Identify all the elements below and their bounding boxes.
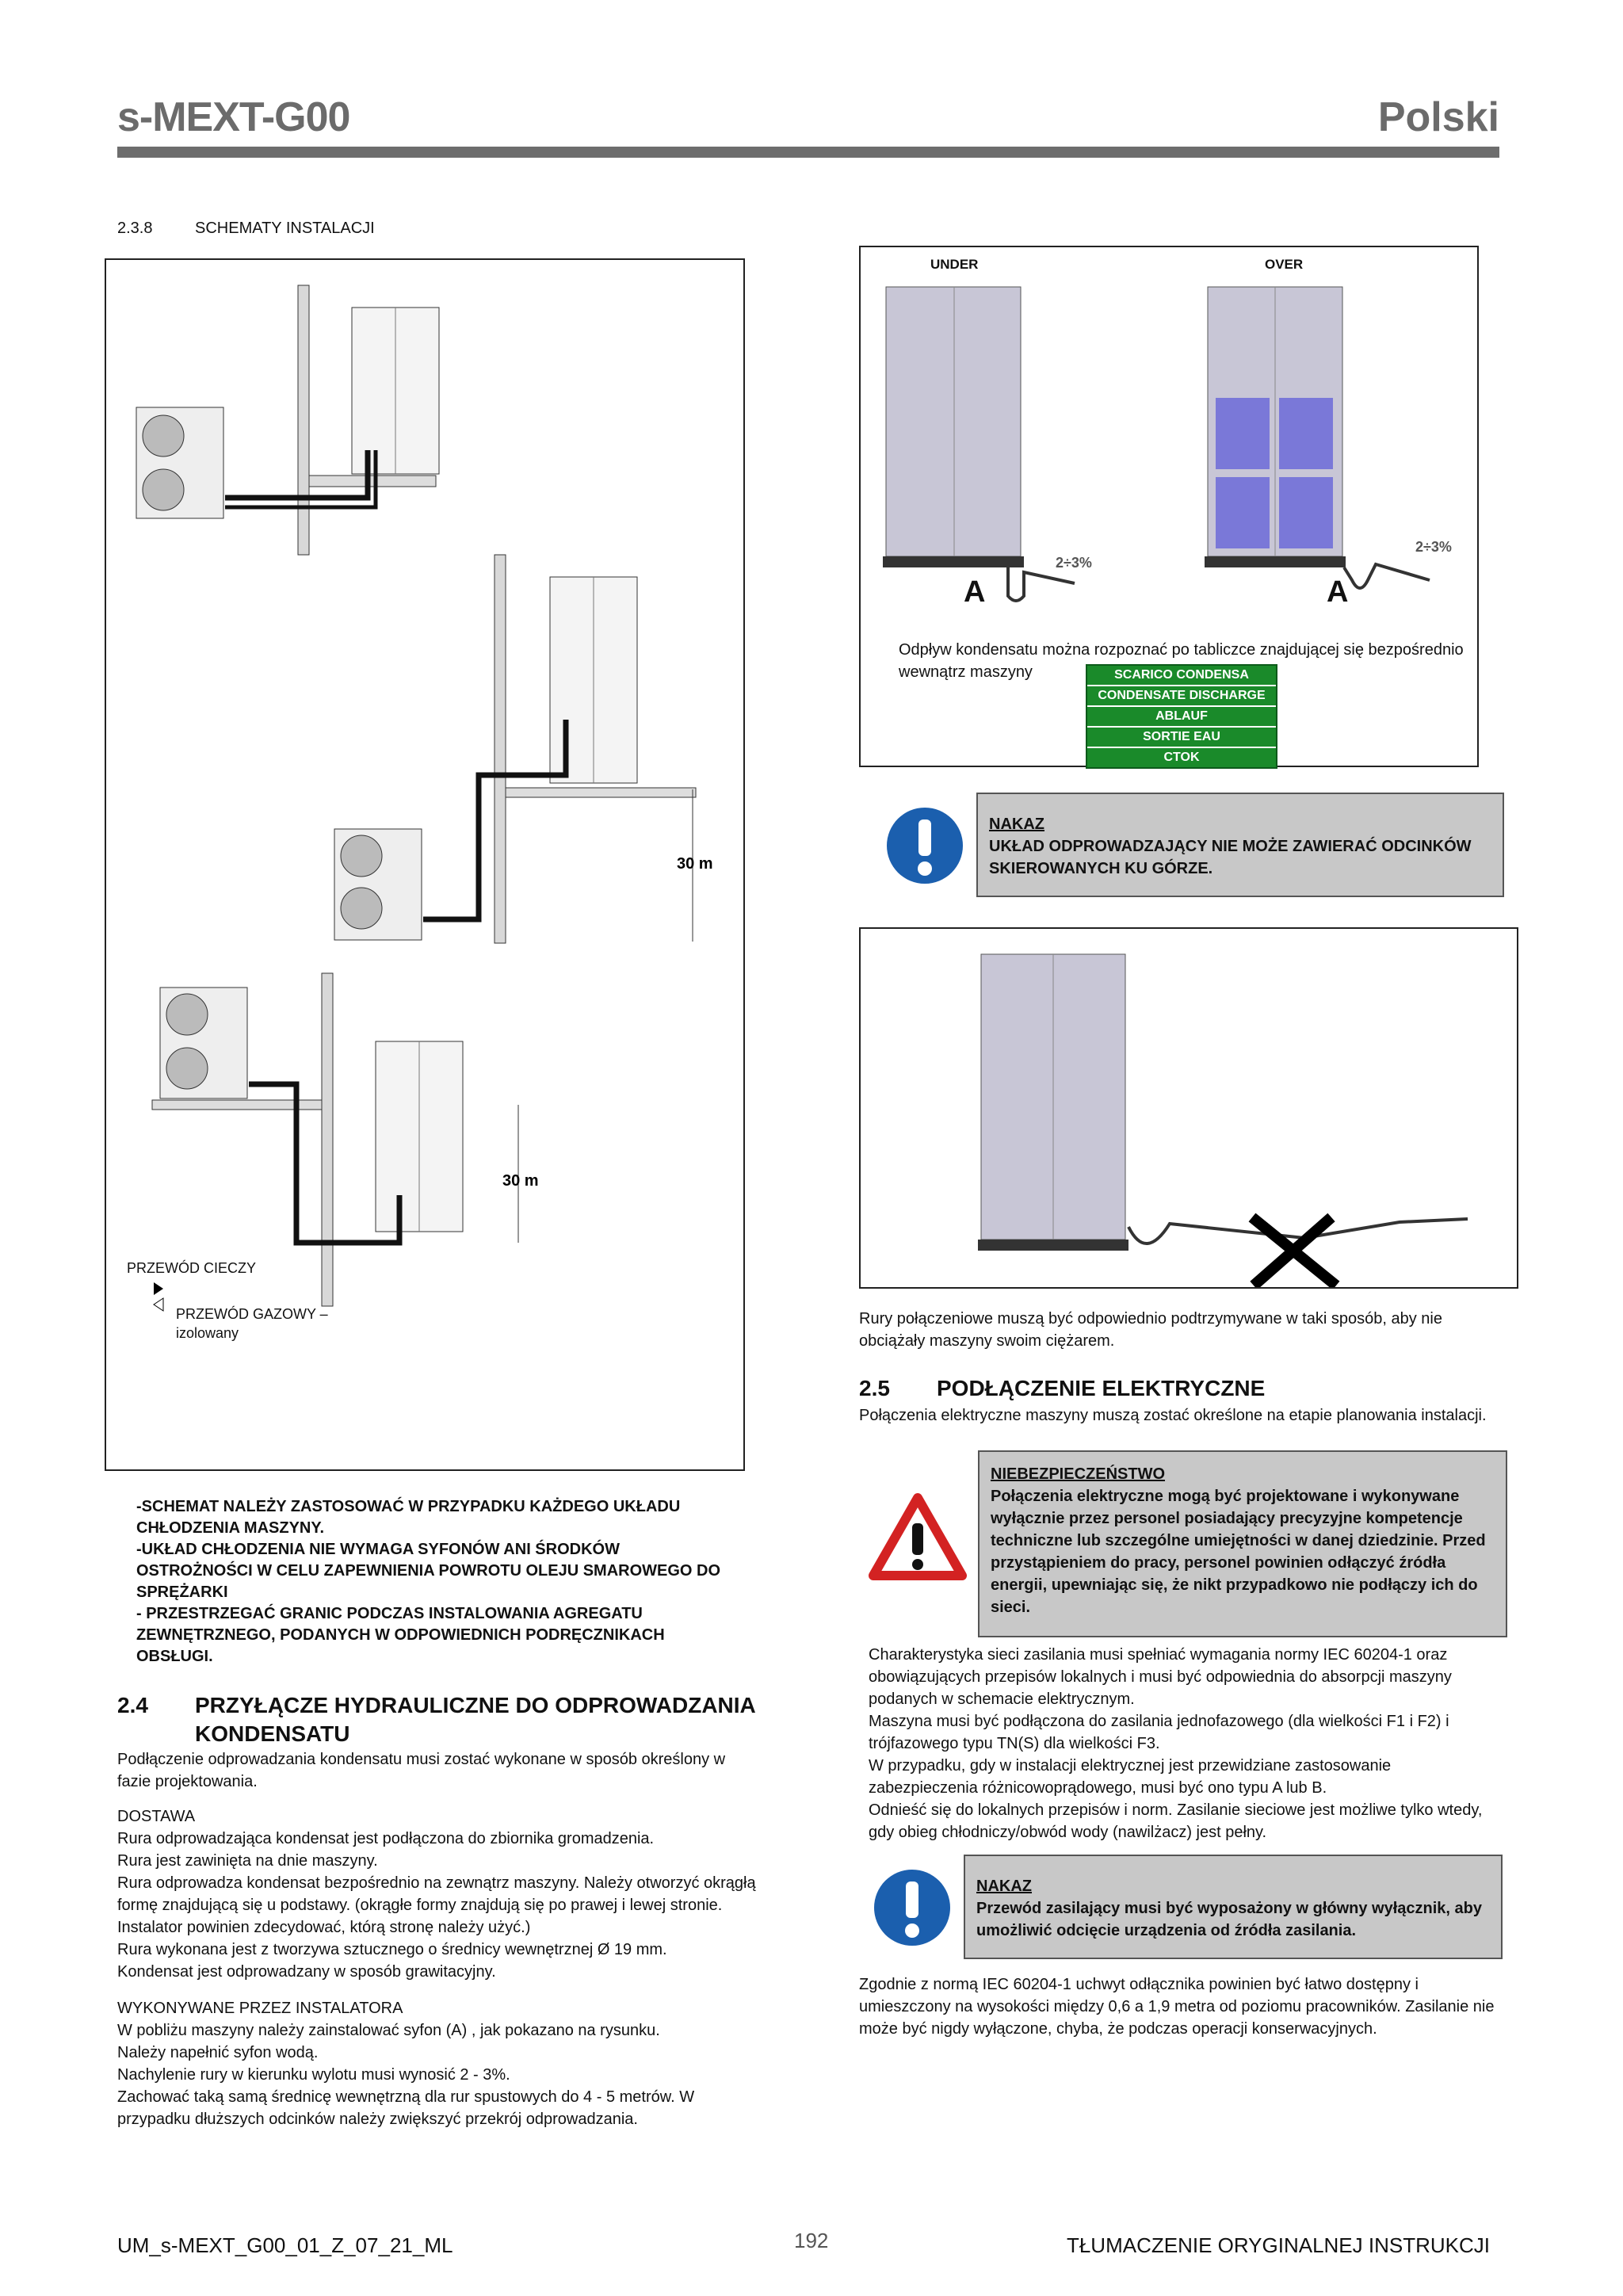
condensate-plate xyxy=(1086,664,1277,769)
final-paragraph: Zgodnie z normą IEC 60204-1 uchwyt odłącznika powinien być łatwo dostępny i umieszczony na wysokości między 0,6 a 1,9 metra od poziomu pracowników. Zasilanie nie może być nigdy wyłączone, chyba, że podczas operacji konserwacyjnych. xyxy=(859,1976,1495,2038)
supply-heading: DOSTAWA xyxy=(117,1808,196,1825)
mandatory-notice-icon xyxy=(884,805,965,886)
wall-2 xyxy=(495,555,506,943)
condensate-caption: Odpływ kondensatu można rozpoznać po tabliczce znajdującej się bezpośrednio wewnątrz maszyny xyxy=(899,641,1464,681)
floor-2 xyxy=(506,788,696,797)
scene-2 xyxy=(334,555,713,943)
section-25-intro: Połączenia elektryczne maszyny muszą zostać określone na etapie planowania instalacji. xyxy=(859,1407,1487,1424)
danger-title: NIEBEZPIECZEŃSTWO xyxy=(991,1465,1166,1483)
plate-line: SORTIE EAU xyxy=(1087,728,1276,748)
danger-warning-icon xyxy=(869,1493,967,1582)
note-1: -SCHEMAT NALEŻY ZASTOSOWAĆ W PRZYPADKU KAŻDEGO UKŁADU CHŁODZENIA MASZYNY. xyxy=(136,1498,681,1537)
legend-gas: PRZEWÓD GAZOWY – izolowany xyxy=(176,1306,328,1341)
supply-block xyxy=(117,1805,767,1983)
height-label-2: 30 m xyxy=(677,855,713,873)
footer-right-text: TŁUMACZENIE ORYGINALNEJ INSTRUKCJI xyxy=(1066,2233,1490,2257)
wall-1 xyxy=(298,285,309,555)
installer-line: W pobliżu maszyny należy zainstalować syfon (A) , jak pokazano na rysunku. xyxy=(117,2022,660,2039)
installation-diagram-box xyxy=(105,258,745,1471)
power-line: W przypadku, gdy w instalacji elektrycznej jest przewidziane zastosowanie zabezpieczenia różnicowoprądowego, musi być ono typu A lub B. xyxy=(869,1757,1392,1797)
section-238-number: 2.3.8 xyxy=(117,220,153,237)
installer-line: Należy napełnić syfon wodą. xyxy=(117,2044,319,2061)
plate-line: CTOK xyxy=(1163,751,1200,764)
section-24-title: PRZYŁĄCZE HYDRAULICZNE DO ODPROWADZANIA KONDENSATU xyxy=(195,1693,755,1746)
mandatory-notice-icon-2 xyxy=(872,1867,953,1948)
wrong-drain-figure xyxy=(859,927,1518,1289)
document-title: s-MEXT-G00 xyxy=(117,94,350,140)
supply-line: Rura odprowadzająca kondensat jest podłączona do zbiornika gromadzenia. xyxy=(117,1830,655,1847)
condensate-drawing xyxy=(861,279,1477,659)
floor-1 xyxy=(309,476,436,487)
danger-text: Połączenia elektryczne mogą być projektowane i wykonywane wyłącznie przez personel posiadający precyzyjne kompetencje techniczne lub szczególne umiejętności w danej dziedzinie. Przed przystąpieniem do pracy, personel powinien odłączyć źródła energii, upewniając się, że nikt przypadkowo nie podłączy ich do sieci. xyxy=(991,1488,1486,1616)
power-paragraph xyxy=(869,1644,1503,1843)
cross-icon xyxy=(1252,1217,1336,1286)
siphon-over xyxy=(1344,564,1430,588)
plate-line: CONDENSATE DISCHARGE xyxy=(1087,686,1276,707)
schema-notes xyxy=(136,1496,739,1668)
notice-1-text: UKŁAD ODPROWADZAJĄCY NIE MOŻE ZAWIERAĆ ODCINKÓW SKIEROWANYCH KU GÓRZE. xyxy=(989,838,1472,877)
header-divider xyxy=(117,147,1499,158)
section-238-title: SCHEMATY INSTALACJI xyxy=(195,220,375,237)
slope-label-under: 2÷3% xyxy=(1056,555,1092,571)
language-label: Polski xyxy=(1377,94,1499,140)
siphon-label-over: A xyxy=(1327,575,1349,609)
notice-2-title: NAKAZ xyxy=(976,1878,1032,1895)
legend-liquid: PRZEWÓD CIECZY xyxy=(127,1260,257,1276)
note-2: -UKŁAD CHŁODZENIA NIE WYMAGA SYFONÓW ANI ŚRODKÓW OSTROŻNOŚCI W CELU ZAPEWNIENIA POWROTU OLEJU SMAROWEGO DO SPRĘŻARKI xyxy=(136,1541,721,1601)
siphon-label-under: A xyxy=(964,575,986,609)
notice-1-box xyxy=(976,793,1504,897)
supply-line: Rura jest zawinięta na dnie maszyny. xyxy=(117,1852,378,1870)
supply-line: Rura wykonana jest z tworzywa sztucznego o średnicy wewnętrznej Ø 19 mm. xyxy=(117,1941,667,1958)
scene-1 xyxy=(136,285,439,555)
installer-line: Nachylenie rury w kierunku wylotu musi wynosić 2 - 3%. xyxy=(117,2066,510,2084)
label-over: OVER xyxy=(1265,257,1304,272)
power-line: Charakterystyka sieci zasilania musi spełniać wymagania normy IEC 60204-1 oraz obowiązujących przepisów lokalnych i musi być odpowiednia do absorpcji maszyny podanych w schemacie elektrycznym. xyxy=(869,1646,1452,1708)
siphon-under xyxy=(1008,567,1075,601)
supply-line: Rura odprowadza kondensat bezpośrednio na zewnątrz maszyny. Należy otworzyć okrągłą formę znajdującą się u podstawy. (okrągłe formy znajdują się po prawej i lewej stronie. xyxy=(117,1874,756,1914)
notice-1-title: NAKAZ xyxy=(989,816,1044,833)
section-25-number: 2.5 xyxy=(859,1376,890,1400)
installer-heading: WYKONYWANE PRZEZ INSTALATORA xyxy=(117,2000,403,2017)
supply-line: Kondensat jest odprowadzany w sposób grawitacyjny. xyxy=(117,1963,496,1981)
label-under: UNDER xyxy=(930,257,979,272)
footer-doc-code: UM_s-MEXT_G00_01_Z_07_21_ML xyxy=(117,2233,453,2257)
installer-block xyxy=(117,1997,767,2130)
page-number: 192 xyxy=(794,2229,829,2252)
machine-under xyxy=(886,287,1021,556)
pipes-support-text: Rury połączeniowe muszą być odpowiednio podtrzymywane w taki sposób, aby nie obciążały maszyny swoim ciężarem. xyxy=(859,1310,1442,1350)
plate-line: ABLAUF xyxy=(1087,707,1276,728)
slope-label-over: 2÷3% xyxy=(1415,539,1452,555)
pipe-1 xyxy=(225,450,368,498)
supply-line: Instalator powinien zdecydować, którą stronę należy użyć.) xyxy=(117,1919,531,1936)
installation-diagram xyxy=(106,260,743,1469)
section-24-intro: Podłączenie odprowadzania kondensatu musi zostać wykonane w sposób określony w fazie projektowania. xyxy=(117,1751,726,1790)
notice-2-box xyxy=(964,1855,1503,1959)
wrong-drain-drawing xyxy=(861,929,1517,1287)
note-3: - PRZESTRZEGAĆ GRANIC PODCZAS INSTALOWANIA AGREGATU ZEWNĘTRZNEGO, PODANYCH W ODPOWIEDNICH PODRĘCZNIKACH OBSŁUGI. xyxy=(136,1605,665,1665)
danger-box xyxy=(978,1450,1507,1637)
notice-2-text: Przewód zasilający musi być wyposażony w główny wyłącznik, aby umożliwić odcięcie urządzenia od źródła zasilania. xyxy=(976,1900,1482,1939)
installer-line: Zachować taką samą średnicę wewnętrzną dla rur spustowych do 4 - 5 metrów. W przypadku dłuższych odcinków należy zwiększyć przekrój odprowadzania. xyxy=(117,2088,695,2128)
liquid-arrow-icon xyxy=(154,1282,163,1295)
section-25-title: PODŁĄCZENIE ELEKTRYCZNE xyxy=(937,1376,1266,1400)
scene-3 xyxy=(152,973,539,1306)
section-24-number: 2.4 xyxy=(117,1693,148,1717)
plate-line: SCARICO CONDENSA xyxy=(1087,666,1276,686)
power-line: Maszyna musi być podłączona do zasilania jednofazowego (dla wielkości F1 i F2) i trójfazowego typu TN(S) dla wielkości F3. xyxy=(869,1713,1449,1752)
power-line: Odnieść się do lokalnych przepisów i norm. Zasilanie sieciowe jest możliwe tylko wtedy, gdy obieg chłodniczy/obwód wody (nawilżacz) jest pełny. xyxy=(869,1801,1483,1841)
condensate-figure-box xyxy=(859,246,1479,767)
wall-3 xyxy=(322,973,333,1306)
gas-arrow-icon xyxy=(154,1298,163,1311)
height-label-3: 30 m xyxy=(502,1172,539,1190)
